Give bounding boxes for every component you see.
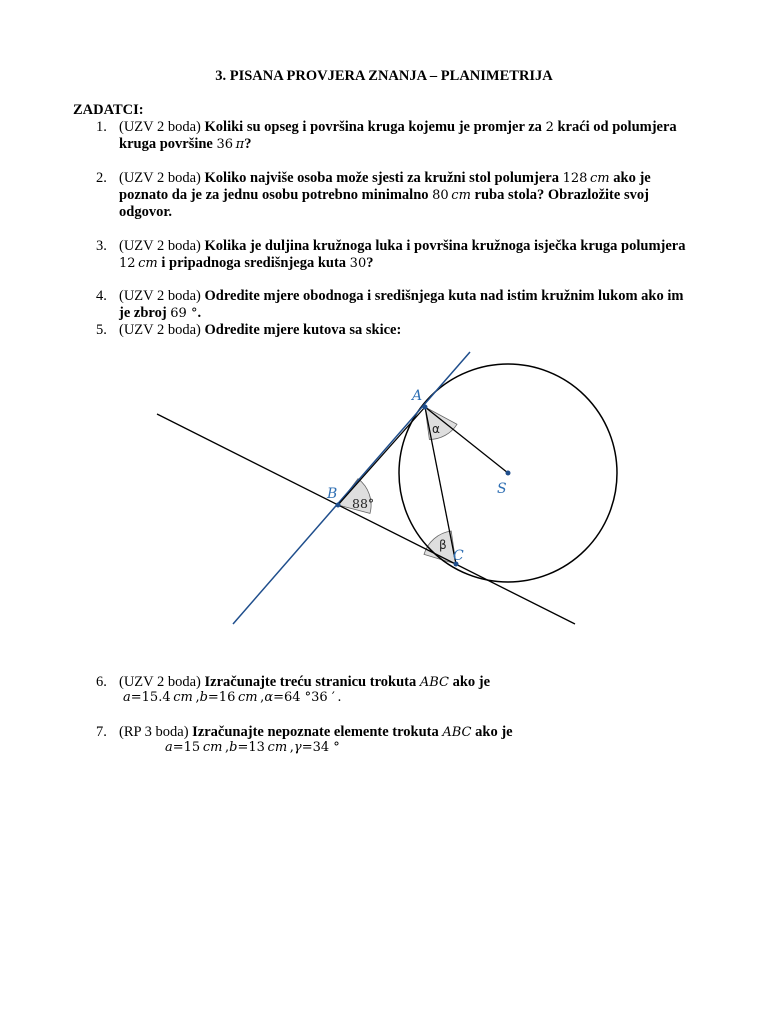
task-question: kraći od polumjera kruga površine [119, 119, 677, 152]
task-2 [96, 170, 696, 221]
point-b [336, 503, 341, 508]
task-7 [96, 724, 696, 741]
task-points: (UZV 2 boda) [119, 674, 201, 690]
task-question: Odredite mjere obodnoga i središnjega kuta nad istim kružnim lukom ako im je zbroj [119, 288, 684, 321]
task-question: Odredite mjere kutova sa skice: [204, 322, 402, 338]
task-question: ? [366, 255, 374, 271]
task-number: 1. [96, 119, 107, 135]
point-a [423, 405, 428, 410]
label-s: S [497, 481, 507, 497]
task-question: ? [244, 136, 252, 152]
label-b: B [327, 486, 338, 502]
math-value: 36 π [216, 137, 245, 152]
equation-line: a=15.4 cm ,b=16 cm ,α=64 °36 ′ . [123, 690, 342, 705]
math-value: 12 cm [119, 256, 158, 271]
math-value: 2 [545, 120, 554, 135]
math-value: 128 cm [562, 171, 610, 186]
math-value: ABC [419, 675, 449, 690]
task-number: 3. [96, 238, 107, 254]
task-number: 7. [96, 724, 107, 740]
task-question: ruba stola? Obrazložite svoj odgovor. [119, 187, 649, 220]
task-5 [96, 322, 696, 339]
task-question: Kolika je duljina kružnoga luka i površina kružnoga isječka kruga polumjera [204, 238, 686, 254]
section-heading: ZADATCI: [73, 102, 144, 118]
geometry-figure [150, 350, 660, 625]
task-points: (UZV 2 boda) [119, 170, 201, 186]
task-question: i pripadnoga središnjega kuta [161, 255, 347, 271]
task-question: ako je poznato da je za jednu osobu potrebno minimalno [119, 170, 651, 203]
task-question: . [197, 305, 202, 321]
task-number: 2. [96, 170, 107, 186]
task-number: 5. [96, 322, 107, 338]
label-beta: β [439, 538, 447, 552]
task-6 [96, 674, 696, 691]
point-s [506, 471, 511, 476]
task-1 [96, 119, 696, 153]
task-points: (UZV 2 boda) [119, 119, 201, 135]
task-points: (UZV 2 boda) [119, 238, 201, 254]
task-points: (UZV 2 boda) [119, 288, 201, 304]
task-question: Koliko najviše osoba može sjesti za kružni stol polumjera [204, 170, 559, 186]
task-question: Izračunajte treću stranicu trokuta [204, 674, 417, 690]
task-question: ako je [475, 724, 513, 740]
task-points: (RP 3 boda) [119, 724, 189, 740]
math-value: 69 ° [170, 306, 198, 321]
label-c: C [453, 548, 464, 564]
math-value: 80 cm [432, 188, 471, 203]
label-alpha: α [432, 422, 440, 436]
equation-line: a=15 cm ,b=13 cm ,γ=34 ° [165, 740, 340, 755]
page-title: 3. PISANA PROVJERA ZNANJA – PLANIMETRIJA [215, 68, 553, 84]
task-4 [96, 288, 696, 322]
figure-background [150, 350, 660, 625]
task-3 [96, 238, 696, 272]
task-question: Izračunajte nepoznate elemente trokuta [192, 724, 439, 740]
label-a: A [412, 388, 423, 404]
task-number: 6. [96, 674, 107, 690]
task-points: (UZV 2 boda) [119, 322, 201, 338]
task-question: Koliki su opseg i površina kruga kojemu je promjer za [204, 119, 542, 135]
math-value: 30 [349, 256, 367, 271]
label-angle-b: 88° [352, 496, 375, 511]
task-question: ako je [452, 674, 491, 690]
task-number: 4. [96, 288, 107, 304]
math-value: ABC [442, 725, 472, 740]
